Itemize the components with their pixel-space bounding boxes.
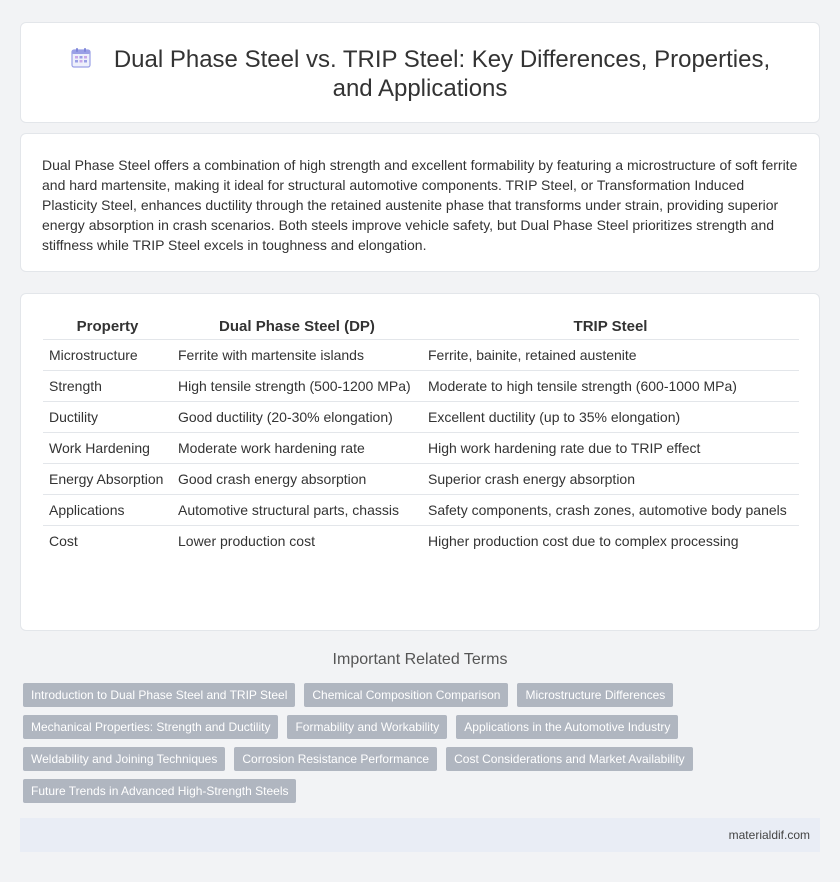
cell-dual-phase: Good crash energy absorption [172,464,422,495]
cell-trip: Safety components, crash zones, automotive body panels [422,495,799,526]
cell-trip: Higher production cost due to complex processing [428,533,739,549]
intro-card [20,133,820,272]
cell-trip: Moderate to high tensile strength (600-1000 MPa) [422,371,799,402]
related-term-tag[interactable]: Mechanical Properties: Strength and Ductility [23,715,278,739]
table-row [43,340,799,371]
table-row [43,371,799,402]
related-term-tag[interactable]: Weldability and Joining Techniques [23,747,225,771]
table-row [43,526,799,557]
cell-property: Cost [49,533,78,549]
cell-dual-phase: Lower production cost [178,533,315,549]
header-dual-phase: Dual Phase Steel (DP) [172,314,422,340]
cell-trip: Ferrite, bainite, retained austenite [422,340,799,371]
header-card [20,22,820,123]
table-row [43,464,799,495]
cell-trip: Superior crash energy absorption [422,464,799,495]
cell-dual-phase: High tensile strength (500-1200 MPa) [172,371,422,402]
cell-property: Microstructure [43,340,172,371]
table-header-row [43,314,799,340]
related-term-tag[interactable]: Cost Considerations and Market Availability [446,747,693,771]
related-term-tag[interactable]: Microstructure Differences [517,683,673,707]
cell-property: Energy Absorption [43,464,172,495]
cell-property: Work Hardening [43,433,172,464]
table-row [43,433,799,464]
related-term-tag[interactable]: Formability and Workability [287,715,447,739]
comparison-table-card [20,293,820,631]
cell-property: Ductility [43,402,172,433]
related-terms-title: Important Related Terms [332,651,508,668]
related-term-tag[interactable]: Applications in the Automotive Industry [456,715,678,739]
footer [20,818,820,852]
page-title-wrap [61,45,779,103]
cell-trip: High work hardening rate due to TRIP effect [422,433,799,464]
intro-paragraph: Dual Phase Steel offers a combination of high strength and excellent formability by featuring a microstructure of soft ferrite and hard martensite, making it ideal for structural automotive components. TRIP Steel, or Transformation Induced Plasticity Steel, enhances ductility through the retained austenite phase that transforms under strain, providing superior energy absorption in crash scenarios. Both steels improve vehicle safety, but Dual Phase Steel prioritizes strength and stiffness while TRIP Steel excels in toughness and elongation. [42,157,798,253]
header-trip: TRIP Steel [422,314,799,340]
cell-property: Strength [43,371,172,402]
table-row [43,495,799,526]
cell-dual-phase: Moderate work hardening rate [172,433,422,464]
header-property: Property [43,314,172,340]
calendar-icon [70,47,92,69]
related-term-tag[interactable]: Future Trends in Advanced High-Strength Steels [23,779,296,803]
cell-dual-phase: Ferrite with martensite islands [172,340,422,371]
cell-dual-phase: Automotive structural parts, chassis [172,495,422,526]
cell-trip: Excellent ductility (up to 35% elongation) [422,402,799,433]
cell-dual-phase: Good ductility (20-30% elongation) [172,402,422,433]
related-terms-list [23,683,823,803]
cell-property: Applications [43,495,172,526]
footer-site-name[interactable]: materialdif.com [728,828,810,842]
table-row [43,402,799,433]
related-term-tag[interactable]: Corrosion Resistance Performance [234,747,437,771]
comparison-table [43,314,799,556]
related-term-tag[interactable]: Introduction to Dual Phase Steel and TRIP Steel [23,683,295,707]
related-term-tag[interactable]: Chemical Composition Comparison [304,683,508,707]
page-title: Dual Phase Steel vs. TRIP Steel: Key Differences, Properties, and Applications [113,46,771,102]
